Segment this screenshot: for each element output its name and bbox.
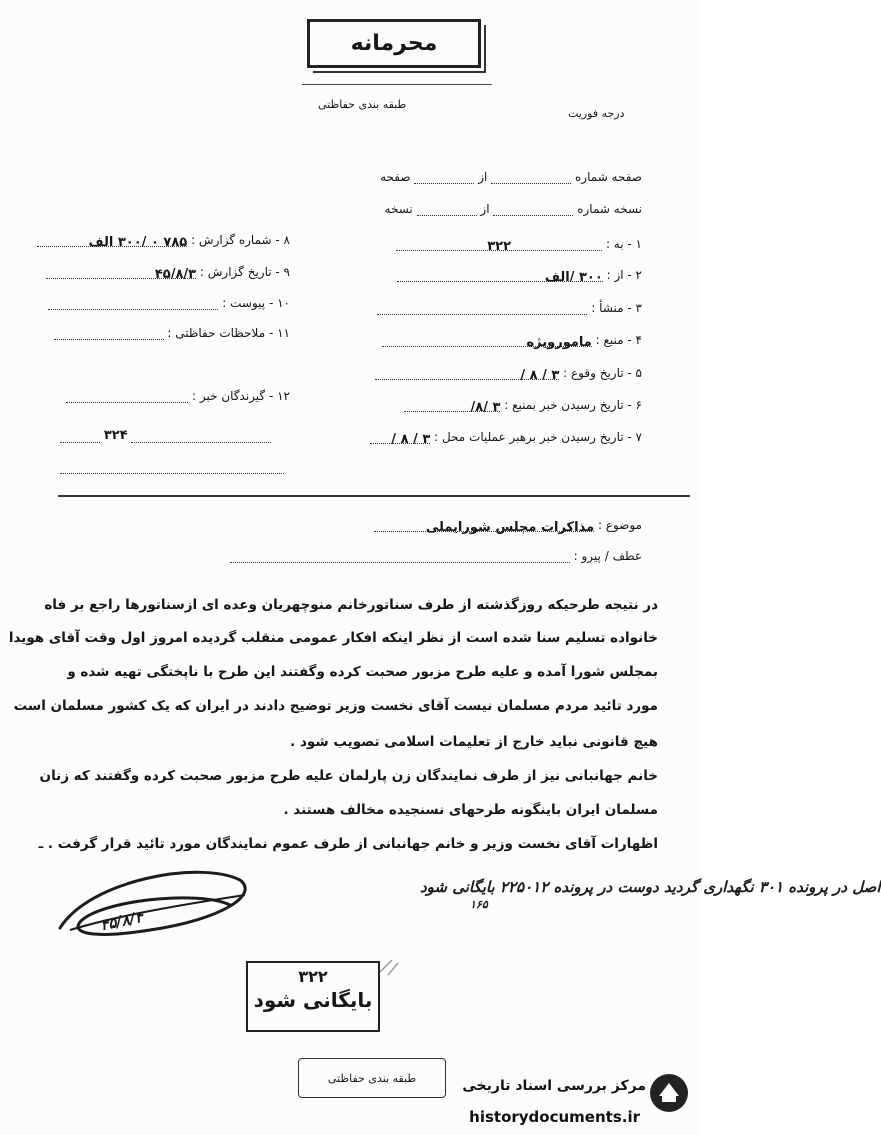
body-line-3: بمجلس شورا آمده و علیه طرح مزبور صحبت کرده وگفتند این طرح با ناپختگی تهیه شده و	[67, 664, 658, 680]
handwritten-number: ۱۶۵	[470, 898, 488, 911]
origin-label: ۳ - منشأ :	[591, 301, 642, 315]
body-line-7: مسلمان ایران باینگونه طرحهای نسنجیده مخالف هستند .	[283, 802, 658, 818]
classification-label: طبقه بندی حفاظتی	[318, 98, 407, 111]
recipients-label: ۱۲ - گیرندگان خبر :	[192, 389, 290, 403]
subject-value: مذاکرات مجلس شورایملی	[374, 520, 594, 532]
archive-stamp-text: بایگانی شود	[253, 988, 373, 1012]
to-value: ۳۲۲	[396, 239, 602, 251]
archive-stamp	[246, 961, 380, 1032]
attachment-label: ۱۰ - پیوست :	[222, 296, 290, 310]
watermark-url: historydocuments.ir	[469, 1108, 640, 1126]
body-line-5: هیچ قانونی نباید خارج از تعلیمات اسلامی تصویب شود .	[290, 734, 658, 750]
faint-mark	[380, 960, 398, 975]
archive-logo-icon	[650, 1074, 688, 1112]
subject-label: موضوع :	[597, 518, 642, 532]
bottom-classification-stamp	[298, 1058, 446, 1098]
archive-logo-glyph	[650, 1074, 688, 1112]
confidential-title: محرمانه	[350, 31, 438, 56]
report-date-value: ۴۵/۸/۳	[46, 267, 196, 279]
archive-stamp-number: ۳۲۲	[298, 967, 328, 986]
bottom-stamp-text: طبقه بندی حفاظتی	[327, 1071, 417, 1085]
body-line-6: خانم جهانبانی نیز از طرف نمایندگان زن پارلمان علیه طرح مزبور صحبت کرده وگفتند که زنان	[39, 768, 658, 784]
page-from-label: از	[478, 170, 488, 184]
copy-no-label: نسخه شماره	[577, 202, 642, 216]
body-line-1: در نتیجه طرحیکه روزگذشته از طرف سناتورخانم منوچهریان وعده ای ازسناتورها راجع بر فاه	[44, 597, 658, 613]
handwritten-note-1: اصل در پرونده ۳۰۱ نگهداری گردید دوست در پرونده ۲۲۵۰۱۲ بایگانی شود	[420, 878, 881, 896]
to-label: ۱ - به :	[605, 237, 642, 251]
report-date-label: ۹ - تاریخ گزارش :	[199, 265, 290, 279]
from-field-label: ۲ - از :	[606, 268, 642, 282]
reference-label: عطف / پیرو :	[573, 549, 642, 563]
watermark	[440, 1058, 692, 1132]
notes-label: ۱۱ - ملاحظات حفاظتی :	[167, 326, 290, 340]
source-label: ۴ - منبع :	[595, 333, 642, 347]
copy-label: نسخه	[384, 202, 413, 216]
page-no-label: صفحه شماره	[575, 170, 642, 184]
watermark-title: مرکز بررسی اسناد تاریخی	[462, 1078, 646, 1094]
priority-label: درجه فوریت	[568, 107, 625, 120]
ops-date-value: ۳ / ۸ /	[370, 432, 430, 444]
receive-date-label: ۶ - تاریخ رسیدن خبر بمنبع :	[504, 398, 642, 412]
handwritten-date: ۴۵/۸/۴	[98, 907, 145, 935]
report-no-value: ۷۸۵ ۰ /۳۰۰ الف	[37, 235, 187, 247]
source-value: مامورویژه	[382, 335, 592, 347]
recipients-value: ۳۲۴	[103, 428, 128, 443]
receive-date-value: ۳ /۸/	[404, 400, 500, 412]
from-field-value: ۳۰۰ /الف	[397, 270, 603, 282]
ops-date-label: ۷ - تاریخ رسیدن خبر برهبر عملیات محل :	[434, 430, 642, 444]
body-line-8: اظهارات آقای نخست وزیر و خانم جهانبانی از طرف عموم نمایندگان مورد تائید قرار گرفت . ـ	[38, 836, 658, 852]
body-line-2: خانواده تسلیم سنا شده است از نظر اینکه افکار عمومی منقلب گردیده امروز اول وقت آقای هویدا	[8, 630, 658, 646]
page-label: صفحه	[380, 170, 411, 184]
event-date-value: ۳ / ۸ /	[375, 368, 559, 380]
copy-from-label: از	[480, 202, 490, 216]
body-line-4: مورد تائید مردم مسلمان نیست آقای نخست وزیر توضیح دادند در ایران که یک کشور مسلمان است	[13, 698, 658, 714]
report-no-label: ۸ - شماره گزارش :	[191, 233, 290, 247]
event-date-label: ۵ - تاریخ وقوع :	[563, 366, 642, 380]
